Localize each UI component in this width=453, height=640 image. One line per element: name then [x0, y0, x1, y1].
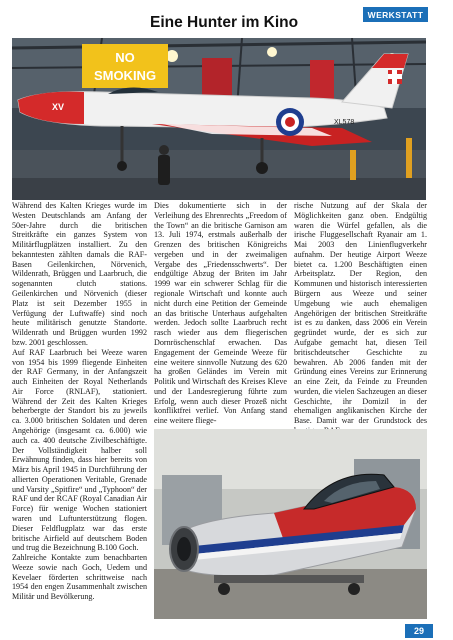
section-tag: WERKSTATT	[363, 7, 428, 22]
sign-line-2: SMOKING	[93, 68, 157, 83]
article-paragraph: Während des Kalten Krieges wurde im Westen Deutschlands am Anfang der 50er-Jahre durch die britischen Streitkräfte ein ganzes System von Militärflugplätzen installiert. Zu den bekanntesten zählten damals die RAF-Basen Geilenkirchen, Nörvenich, Wildenrath, Brüggen und Laarbruch, die sogenannten clutch stations. Geilenkirchen und Nörvenich (dieser Platz ist seit Dezember 1955 in Verfügung der Luftwaffe) sind noch heute militärisch genutzte Standorte. Wildenrath und Brüggen wurden 1992 bzw. 2001 geschlossen.	[12, 201, 147, 347]
article-column-3	[294, 201, 427, 436]
article-column-1	[12, 201, 147, 602]
article-paragraph: Auf RAF Laarbruch bei Weeze waren von 1954 bis 1999 fliegende Einheiten der RAF Germany, in der Anfangszeit auch Einheiten der Royal Netherlands Air Force (RNLAF), stationiert. Während der Zeit des Kalten Krieges beherbergte der Standort bis zu jeweils ca. 3.000 britischen Soldaten und deren Angehörige (insgesamt ca. 6.000) wie auch ca. 400 deutsche Zivilbeschäftigte. Der Vollständigkeit halber soll Erwähnung finden, dass hier bereits von März bis April 1945 in Durchführung der allierten Operationen Veritable, Grenade und Varsity „Spitfire“ und „Typhoon“ der RAF und der RCAF (Royal Canadian Air Force) für wenige Wochen stationiert waren und Luftunterstützung flogen. Dieser Feldflugplatz war das erste britische Airfield auf deutschem Boden und trug die Bezeichnung B.100 Goch.	[12, 347, 147, 553]
hunter-hangar-photo	[12, 38, 426, 200]
article-paragraph: Zahlreiche Kontakte zum benachbarten Weeze sowie nach Goch, Uedem und Kevelaer förderten schrittweise nach 1954 den engen Zusammenhalt zwischen Militär und Bevölkerung.	[12, 553, 147, 602]
article-paragraph: Dies dokumentierte sich in der Verleihung des Ehrenrechts „Freedom of the Town“ an die britische Garnison am 13. Juli 1974, erstmals außerhalb der Grenzen des britischen Königreichs vergeben und in der zweimaligen Vergabe des „Friedensschwerts“. Der endgültige Abzug der Briten im Jahr 1999 war ein schwerer Schlag für die regionale Wirtschaft und konnte auch nicht durch eine Petition der Gemeinde an das britische Unterhaus aufgehalten werden. Jedoch sollte Laarbruch recht rasch wieder aus dem fliegerischen Dornröschenschlaf erwachen. Das Engagement der Gemeinde Weeze für eine weitere sinnvolle Nutzung des 620 ha großen Geländes im Verein mit Politik und Wirtschaft des Kreises Kleve und der Landesregierung führte zum Erfolg, wenn auch dieser Prozeß nicht konfliktfrei verlief. Von Anfang stand eine weitere fliege-	[154, 201, 287, 426]
aircraft-serial: XL578	[334, 119, 355, 126]
nose-marking: XV	[52, 102, 65, 112]
page-title: Eine Hunter im Kino	[150, 14, 299, 31]
hunter-fuselage-photo	[154, 429, 427, 619]
article-column-2	[154, 201, 287, 426]
article-paragraph: rische Nutzung auf der Skala der Möglichkeiten ganz oben. Endgültig waren die Würfel gefallen, als die irische Fluggesellschaft Ryanair am 1. Mai 2003 den Linienflugverkehr aufnahm. Der heutige Airport Weeze bietet ca. 1.200 Beschäftigten einen Arbeitsplatz. Der Region, den Kommunen und historisch interessierten Bürgern aus Weeze und seiner Umgebung wie auch ehemaligen Angehörigen der britischen Streitkräfte ist es zu danken, dass 2006 ein Verein gegründet wurde, der es sich zur Aufgabe gemacht hat, diesen Teil britischdeutscher Geschichte zu bewahren. Ab 2006 fanden mit der Gründung eines Vereins zur Erinnerung an eine Zeit, da Feinde zu Freunden wurden, die vielen Sachzeugen an dieser Geschichte, ihr Domizil in der ehemaligen anglikanischen Kirche der Base. Damit war der Grundstock des	[294, 201, 427, 426]
page-number: 29	[405, 624, 433, 638]
sign-line-1: NO	[115, 50, 135, 65]
